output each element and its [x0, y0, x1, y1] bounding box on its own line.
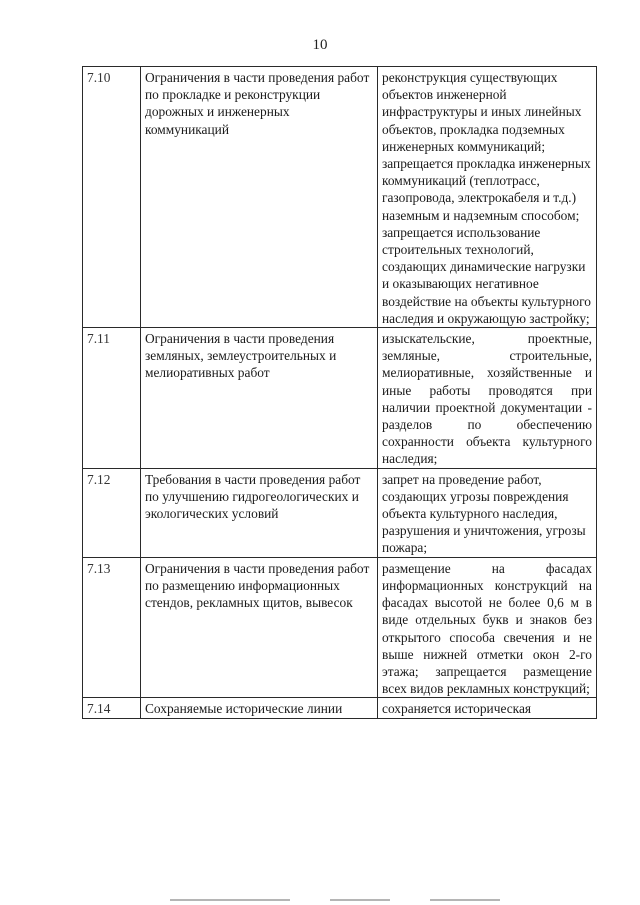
restriction-text: запрет на проведение работ, создающих угрозы повреждения объекта культурного наследия, разрушения и уничтожения, угрозы пожара;: [378, 468, 597, 557]
restriction-text: сохраняется историческая: [378, 698, 597, 718]
restriction-text: размещение на фасадах информационных конструкций на фасадах высотой не более 0,6 м в виде отдельных букв и знаков без открытого способа свечения и не выше нижней отметки окон 2-го этажа; запрещается размещение всех видов рекламных конструкций;: [378, 557, 597, 698]
restriction-title: Ограничения в части проведения работ по размещению информационных стендов, рекламных щитов, вывесок: [141, 557, 378, 698]
restriction-text: реконструкция существующих объектов инженерной инфраструктуры и иных линейных объектов, прокладка подземных инженерных коммуникаций; запрещается прокладка инженерных коммуникаций (теплотрасс, газопровода, электрокабеля и т.д.) наземным и надземным способом; запрещается использование строительных технологий, создающих динамические нагрузки и оказывающих негативное воздействие на объекты культурного наследия и окружающую застройку;: [378, 67, 597, 328]
item-number: 7.10: [83, 67, 141, 328]
item-number: 7.12: [83, 468, 141, 557]
restriction-title: Ограничения в части проведения работ по прокладке и реконструкции дорожных и инженерных коммуникаций: [141, 67, 378, 328]
regulations-table: [82, 66, 597, 719]
restriction-title: Требования в части проведения работ по улучшению гидрогеологических и экологических условий: [141, 468, 378, 557]
item-number: 7.13: [83, 557, 141, 698]
table-row: [83, 557, 597, 698]
scan-edge-artifact: [0, 893, 640, 905]
table-row: [83, 328, 597, 469]
table-row: [83, 67, 597, 328]
item-number: 7.11: [83, 328, 141, 469]
restriction-text: изыскательские, проектные, земляные, строительные, мелиоративные, хозяйственные и иные работы проводятся при наличии проектной документации - разделов по обеспечению сохранности объекта культурного наследия;: [378, 328, 597, 469]
table-row: [83, 468, 597, 557]
item-number: 7.14: [83, 698, 141, 718]
restriction-title: Ограничения в части проведения земляных, землеустроительных и мелиоративных работ: [141, 328, 378, 469]
page-number: 10: [312, 37, 328, 53]
table-row: [83, 698, 597, 718]
restriction-title: Сохраняемые исторические линии: [141, 698, 378, 718]
